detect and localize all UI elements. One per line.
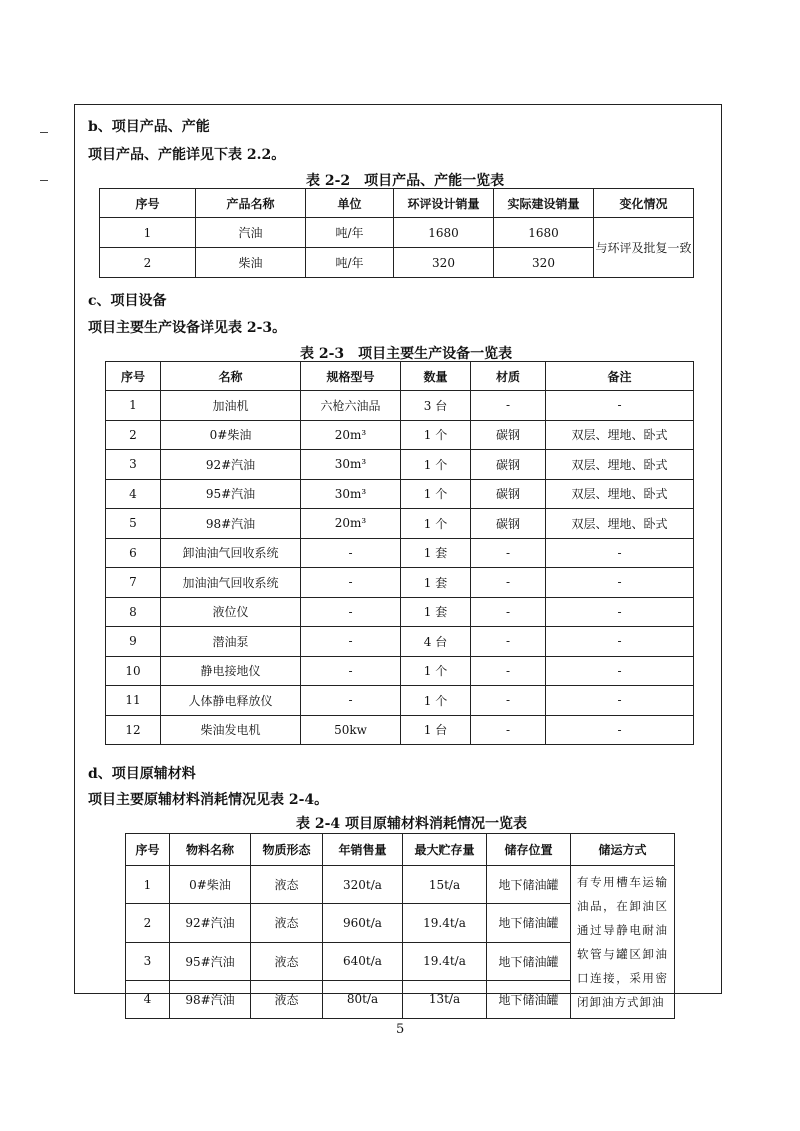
table-cell: 吨/年 [306,218,394,248]
section-b-text: 项目产品、产能详见下表 2.2。 [88,147,286,163]
table-cell: 50kw [301,715,401,745]
table-cell: 1 套 [401,568,471,598]
table-cell: 液态 [251,942,323,980]
margin-mark [40,180,48,181]
table-cell: 液态 [251,904,323,942]
table-cell: 1 个 [401,479,471,509]
table-row [126,866,675,904]
table-cell: 8 [106,597,161,627]
table-cell: 柴油 [196,248,306,278]
table-cell: 地下储油罐 [487,866,571,904]
table-row [106,391,694,421]
header-cell: 最大贮存量 [403,834,487,866]
table-cell: 加油油气回收系统 [161,568,301,598]
table-cell: 双层、埋地、卧式 [546,420,694,450]
table-row [106,479,694,509]
table-row [106,686,694,716]
table-cell: 4 [126,980,170,1018]
table-cell: 1 个 [401,686,471,716]
table-cell: - [471,597,546,627]
header-cell: 序号 [106,362,161,391]
table-cell: 95#汽油 [161,479,301,509]
table-cell: - [471,627,546,657]
table-cell: 5 [106,509,161,539]
table-cell: 碳钢 [471,479,546,509]
header-cell: 单位 [306,189,394,218]
table-cell: - [546,538,694,568]
table-cell: 20m³ [301,420,401,450]
table-row [106,627,694,657]
table-row [106,656,694,686]
table-row [106,420,694,450]
table-header-row [100,189,694,218]
table-cell: 15t/a [403,866,487,904]
transport-method-cell: 有专用槽车运输油品，在卸油区通过导静电耐油软管与罐区卸油口连接，采用密闭卸油方式卸油 [571,866,675,1019]
section-d-heading: d、项目原辅材料 [88,766,196,782]
table-cell: - [546,715,694,745]
table-cell: 1680 [494,218,594,248]
table-cell: 1 台 [401,715,471,745]
table-cell: - [546,656,694,686]
table-cell: 320t/a [323,866,403,904]
table-2-2-caption: 表 2-2 项目产品、产能一览表 [306,173,505,189]
table-cell: 1 [126,866,170,904]
page-number: 5 [396,1022,405,1037]
table-cell: 吨/年 [306,248,394,278]
table-cell: - [471,538,546,568]
header-cell: 备注 [546,362,694,391]
table-cell: 双层、埋地、卧式 [546,479,694,509]
table-cell: 320 [394,248,494,278]
table-cell: 液态 [251,980,323,1018]
header-cell: 环评设计销量 [394,189,494,218]
section-d-text: 项目主要原辅材料消耗情况见表 2-4。 [88,792,329,808]
header-cell: 年销售量 [323,834,403,866]
table-cell: 12 [106,715,161,745]
table-2-2 [99,188,694,278]
header-cell: 材质 [471,362,546,391]
header-cell: 名称 [161,362,301,391]
table-cell: 加油机 [161,391,301,421]
table-row [106,509,694,539]
table-cell: - [471,656,546,686]
table-cell: 9 [106,627,161,657]
table-cell: 1 个 [401,509,471,539]
table-cell: - [471,686,546,716]
table-cell: 98#汽油 [170,980,251,1018]
header-cell: 序号 [100,189,196,218]
header-cell: 规格型号 [301,362,401,391]
table-cell: 碳钢 [471,450,546,480]
table-2-4 [125,833,675,1019]
table-cell: 双层、埋地、卧式 [546,509,694,539]
table-cell: 30m³ [301,450,401,480]
header-cell: 序号 [126,834,170,866]
table-cell: 碳钢 [471,509,546,539]
table-cell: - [546,597,694,627]
table-cell: 卸油油气回收系统 [161,538,301,568]
table-cell: - [301,686,401,716]
table-cell: 地下储油罐 [487,980,571,1018]
header-cell: 实际建设销量 [494,189,594,218]
table-cell: - [471,568,546,598]
table-cell: 液态 [251,866,323,904]
margin-mark [40,132,48,133]
table-cell: 0#柴油 [170,866,251,904]
table-cell: 六枪六油品 [301,391,401,421]
table-cell: - [301,656,401,686]
table-cell: 1 套 [401,597,471,627]
header-cell: 储运方式 [571,834,675,866]
table-cell: 4 [106,479,161,509]
table-cell: - [546,627,694,657]
table-2-4-caption: 表 2-4 项目原辅材料消耗情况一览表 [296,816,528,832]
table-cell: 地下储油罐 [487,942,571,980]
table-cell: - [471,715,546,745]
table-cell: 1680 [394,218,494,248]
table-cell: 静电接地仪 [161,656,301,686]
table-cell: 液位仪 [161,597,301,627]
section-c-text: 项目主要生产设备详见表 2-3。 [88,320,287,336]
table-cell: 3 台 [401,391,471,421]
table-header-row [126,834,675,866]
table-cell: 碳钢 [471,420,546,450]
header-cell: 物质形态 [251,834,323,866]
table-cell: 95#汽油 [170,942,251,980]
header-cell: 变化情况 [594,189,694,218]
table-row [106,597,694,627]
table-row [100,218,694,248]
table-cell: 1 [106,391,161,421]
header-cell: 数量 [401,362,471,391]
table-cell: 1 套 [401,538,471,568]
table-2-3-caption: 表 2-3 项目主要生产设备一览表 [300,346,513,362]
header-cell: 产品名称 [196,189,306,218]
header-cell: 物料名称 [170,834,251,866]
table-cell: 1 个 [401,420,471,450]
table-cell: 地下储油罐 [487,904,571,942]
table-cell: 92#汽油 [170,904,251,942]
table-row [106,715,694,745]
table-row [106,568,694,598]
table-cell: 1 [100,218,196,248]
table-cell: 1 个 [401,450,471,480]
table-2-3 [105,361,694,745]
table-cell: - [301,538,401,568]
table-row [106,538,694,568]
table-cell: 960t/a [323,904,403,942]
table-cell: 1 个 [401,656,471,686]
table-cell: - [301,597,401,627]
table-cell: - [471,391,546,421]
table-cell: 3 [126,942,170,980]
table-cell: 98#汽油 [161,509,301,539]
table-cell: 6 [106,538,161,568]
table-cell: - [546,686,694,716]
table-cell: 92#汽油 [161,450,301,480]
table-cell: 320 [494,248,594,278]
table-cell: - [546,391,694,421]
table-cell: 7 [106,568,161,598]
table-cell: 汽油 [196,218,306,248]
table-cell: 3 [106,450,161,480]
table-cell: 人体静电释放仪 [161,686,301,716]
section-c-heading: c、项目设备 [88,293,167,309]
table-cell: 0#柴油 [161,420,301,450]
table-header-row [106,362,694,391]
table-cell: 10 [106,656,161,686]
table-cell: 2 [126,904,170,942]
change-status-cell: 与环评及批复一致 [594,218,694,278]
table-cell: 11 [106,686,161,716]
table-cell: 2 [100,248,196,278]
table-row [106,450,694,480]
table-cell: 双层、埋地、卧式 [546,450,694,480]
table-cell: 30m³ [301,479,401,509]
table-cell: 640t/a [323,942,403,980]
table-cell: 2 [106,420,161,450]
table-cell: 80t/a [323,980,403,1018]
table-cell: - [301,568,401,598]
table-cell: 潜油泵 [161,627,301,657]
section-b-heading: b、项目产品、产能 [88,119,210,135]
table-cell: 19.4t/a [403,942,487,980]
header-cell: 储存位置 [487,834,571,866]
table-cell: 13t/a [403,980,487,1018]
table-cell: 20m³ [301,509,401,539]
table-cell: - [546,568,694,598]
table-cell: 4 台 [401,627,471,657]
table-cell: 柴油发电机 [161,715,301,745]
table-cell: 19.4t/a [403,904,487,942]
table-cell: - [301,627,401,657]
